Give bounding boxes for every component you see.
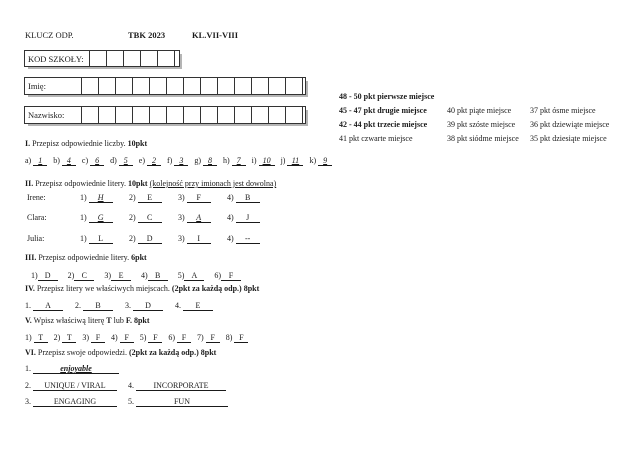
answer-item: c) 6 <box>82 156 104 166</box>
section-1-heading: I. Przepisz odpowiednie liczby. 10pkt <box>25 139 148 148</box>
answer-item: 6) F <box>214 271 241 281</box>
answer-item: 4. E <box>175 301 213 311</box>
score-4: 41 pkt czwarte miejsce <box>339 134 413 143</box>
answer-item: f) 3 <box>167 156 188 166</box>
answer-item: a) 1 <box>25 156 47 166</box>
score-1: 48 - 50 pkt pierwsze miejsce <box>339 92 435 101</box>
name-irene: Irene: <box>27 193 46 202</box>
answer-item: 8) F <box>226 333 249 343</box>
irene-a4: 4) B <box>227 193 260 203</box>
julia-a2: 2) D <box>129 234 162 244</box>
answer-item: 7) F <box>197 333 220 343</box>
name-clara: Clara: <box>27 213 47 222</box>
section-2-heading: II. Przepisz odpowiednie litery. 10pkt (kolejność przy imionach jest dowolna) <box>25 179 277 188</box>
irene-a3: 3) F <box>178 193 211 203</box>
answer-item: 2) T <box>54 333 77 343</box>
julia-a3: 3) I <box>178 234 211 244</box>
first-name-label: Imię: <box>25 78 82 94</box>
header-left: KLUCZ ODP. <box>25 30 74 40</box>
irene-a2: 2) E <box>129 193 162 203</box>
answer-item: 3) F <box>82 333 105 343</box>
name-julia: Julia: <box>27 234 45 243</box>
score-5: 40 pkt piąte miejsce <box>447 106 512 115</box>
answer-item: 2) C <box>68 271 95 281</box>
clara-a3: 3) A <box>178 213 211 223</box>
answer-item: 1) T <box>25 333 48 343</box>
julia-a1: 1) L <box>80 234 113 244</box>
s6-answer-4: 4. INCORPORATE <box>128 381 226 391</box>
s6-answer-2: 2. UNIQUE / VIRAL <box>25 381 117 391</box>
answer-item: k) 9 <box>309 156 332 166</box>
answer-item: e) 2 <box>139 156 161 166</box>
section-5-answers <box>25 333 248 343</box>
score-10: 35 pkt dziesiąte miejsce <box>530 134 607 143</box>
header-middle: TBK 2023 <box>128 30 166 40</box>
last-name-label: Nazwisko: <box>25 107 82 123</box>
answer-item: b) 4 <box>53 156 76 166</box>
last-name-box[interactable] <box>24 106 306 124</box>
score-7: 38 pkt siódme miejsce <box>447 134 519 143</box>
answer-item: 3) E <box>104 271 131 281</box>
header-right: KL.VII-VIII <box>192 30 239 40</box>
school-code-label: KOD SZKOŁY: <box>25 51 90 66</box>
score-2: 45 - 47 pkt drugie miejsce <box>339 106 427 115</box>
section-3-answers <box>31 271 241 281</box>
score-6: 39 pkt szóste miejsce <box>447 120 516 129</box>
clara-a1: 1) G <box>80 213 113 223</box>
first-name-box[interactable] <box>24 77 306 95</box>
section-5-heading: V. Wpisz właściwą literę T lub F. 8pkt <box>25 316 150 325</box>
answer-item: 5) F <box>140 333 163 343</box>
answer-item: 1. A <box>25 301 63 311</box>
answer-item: d) 5 <box>110 156 133 166</box>
clara-a2: 2) C <box>129 213 162 223</box>
answer-item: 4) F <box>111 333 134 343</box>
answer-item: 2. B <box>75 301 113 311</box>
score-9: 36 pkt dziewiąte miejsce <box>530 120 610 129</box>
answer-item: h) 7 <box>223 156 246 166</box>
s6-answer-5: 5. FUN <box>128 397 228 407</box>
julia-a4: 4) -- <box>227 234 260 244</box>
s6-answer-1: 1. enjoyable <box>25 364 119 374</box>
section-4-heading: IV. Przepisz litery we właściwych miejscach. (2pkt za każdą odp.) 8pkt <box>25 284 260 293</box>
answer-item: 3. D <box>125 301 163 311</box>
irene-a1: 1) H <box>80 193 113 203</box>
answer-item: 5) A <box>178 271 205 281</box>
section-1-answers <box>25 156 332 166</box>
s6-answer-3: 3. ENGAGING <box>25 397 117 407</box>
score-3: 42 - 44 pkt trzecie miejsce <box>339 120 428 129</box>
answer-item: 1) D <box>31 271 58 281</box>
section-3-heading: III. Przepisz odpowiednie litery. 6pkt <box>25 253 147 262</box>
answer-item: 4) B <box>141 271 168 281</box>
answer-item: i) 10 <box>252 156 275 166</box>
answer-item: g) 8 <box>194 156 217 166</box>
section-6-heading: VI. Przepisz swoje odpowiedzi. (2pkt za każdą odp.) 8pkt <box>25 348 217 357</box>
school-code-box[interactable] <box>24 50 180 67</box>
section-4-answers <box>25 301 213 311</box>
clara-a4: 4) J <box>227 213 260 223</box>
score-8: 37 pkt ósme miejsce <box>530 106 596 115</box>
answer-item: 6) F <box>168 333 191 343</box>
answer-item: j) 11 <box>281 156 304 166</box>
